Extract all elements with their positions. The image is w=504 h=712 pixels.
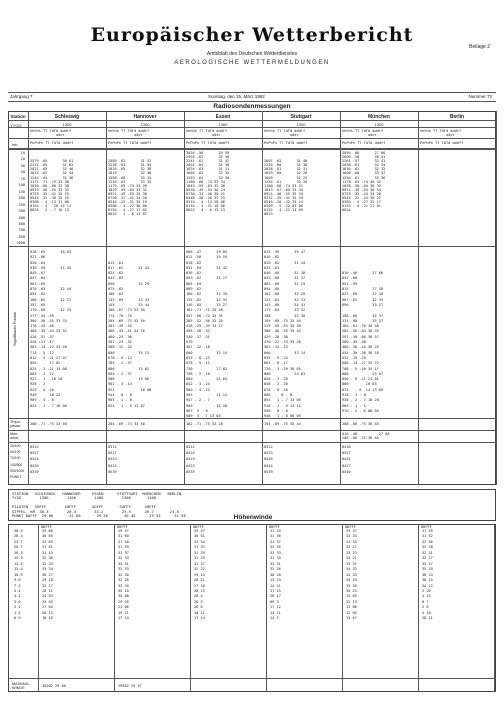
tropopause-reading: 204 -69 -73 33 50 xyxy=(108,422,145,426)
column-heading: hhhhh TT TdTd dddff xyxy=(420,129,462,133)
column-heading-alt: PnPnPn TT TdTd dddff xyxy=(108,141,152,145)
hoehenwinde-station-readings: 29 57 31 60 31 58 31 39 31 37 32 33 33 31 33 33 32 30 32 26 33 20 35 10 35 08 25 05 21 06 19 11 17 14 xyxy=(118,529,129,621)
supplement-label: Beilage 2 xyxy=(469,44,490,50)
pressure-level: 500 xyxy=(18,221,25,226)
maxwind-label: Max-wind xyxy=(10,432,19,441)
hoehenwinde-column-divider xyxy=(114,524,115,692)
column-heading-or: oder xyxy=(446,133,455,137)
column-heading: hhhhh TT TdTd dddff xyxy=(264,129,306,133)
radiosonde-column-divider xyxy=(496,111,497,485)
radiosonde-row-divider xyxy=(8,138,496,139)
hoehenwinde-column-heading: DDFFF xyxy=(421,525,432,529)
hoehenwinde-column-heading: DDFFF xyxy=(269,525,280,529)
column-heading-or: oder xyxy=(134,133,143,137)
column-heading: hhhhh TT TdTd dddff xyxy=(30,129,72,133)
pressure-level: 150 xyxy=(18,189,25,194)
hoehenwinde-column-heading: DDFFF xyxy=(345,525,356,529)
hoehenwinde-column-divider xyxy=(190,524,191,692)
page xyxy=(8,6,496,706)
hoehenwinde-column-divider xyxy=(38,524,39,692)
station-time: 1300 xyxy=(296,122,306,127)
tropopause-reading: 208 -66 -75 36 45 xyxy=(342,422,379,426)
significant-points-label: Signifikante Punkte xyxy=(12,311,17,346)
hoehenwinde-column-divider xyxy=(266,524,267,692)
pressure-level: 30 xyxy=(20,163,25,168)
column-heading-alt: PnPnPn TT TdTd dddff xyxy=(30,141,74,145)
column-heading-alt: PnPnPn TT TdTd dddff xyxy=(342,141,386,145)
radiosonde-title: Radiosondenmessungen xyxy=(213,103,291,110)
standard-level-readings: 2607 -62 31 46 2255 -60 31 38 2038 -61 32 31 1629 -60 32 26 1609 32 25 1254 -61 33 26 1180 -68 -74 33 41 1043 -57 -65 33 34 0924 -46 -55 35 34 0732 -29 -41 34 29 0546 -20 -32 35 24 0309 - 5 -22 03 06 0152 4 -21 13 05 0023 xyxy=(264,159,308,217)
significant-point-readings: 006 -47 29 85 011 -58 29 59 018 -62 031 -64 31 42 036 -62 059 -62 31 27 065 -64 089 -62 100 -62 32 35 135 -62 32 35 146 -65 33 27 182 -71 -75 33 28 207 -68 -72 33 35 285 -52 -56 33 25 418 -29 -39 33 17 458 -26 -32 530 -17 -31 570 587 -12 -18 600 33 14 633 - 8 -23 678 - 5 -12 730 27 02 798 - 2 -10 800 25 04 842 - 3 -24 900 - 4 -23 903 11 12 947 - 2 - 7 960 16 28 987 5 - 6 009 3 - 7 13 04 xyxy=(186,250,228,419)
pressure-level: 250 xyxy=(18,202,25,207)
tropopause-reading: 182 -71 -75 33 28 xyxy=(186,422,223,426)
hour-label: YYGG xyxy=(10,123,22,128)
section-heading: AEROLOGISCHE WETTERMELDUNGEN xyxy=(174,60,330,66)
pressure-unit-label: mb xyxy=(12,142,18,147)
station-time: 1300 xyxy=(62,122,72,127)
hoehenwinde-column-heading: DDFFF xyxy=(193,525,204,529)
station-name: Stuttgart xyxy=(290,114,312,120)
column-heading: hhhhh TT TdTd dddff xyxy=(342,129,384,133)
radiosonde-column-divider xyxy=(184,111,185,485)
radiosonde-column-divider xyxy=(340,111,341,485)
tropopause-reading: 200 -71 -75 33 50 xyxy=(30,422,67,426)
pressure-level: 200 xyxy=(18,196,25,201)
significant-point-readings: 010 -46 27 66 042 -60 051 -59 015 27 58 025 -60 32 45 061 -62 32 33 090 33 27 108 -60 35 37 131 -60 35 37 166 -61 -70 36 40 265 -56 -64 36 35 297 -50 -60 36 57 380 -45 -48 400 -36 -44 36 25 454 -30 -38 36 18 532 -19 -29 600 -14 -27 35 22 708 - 5 -26 35 17 800 23 07 850 - 0 -21 21 01 866 16 03 874 - 0 -14 13 09 918 - 3 - 8 938 - 2 - 7 10 20 966 - 1 - 5 970 - 2 - 6 08 05 xyxy=(342,271,384,413)
pressure-level: 70 xyxy=(20,176,25,181)
standard-level-readings: 3026 -56 29 59 2594 -62 31 50 2241 -61 31 42 2031 -64 31 30 1624 -63 31 31 1603 -62 32 35 1253 -64 32 30 1180 -68 -74 33 34 1043 -59 -63 32 30 0926 -49 -54 30 24 0730 -31 -40 30 21 0548 -20 -28 32 15 0310 - 4 -14 28 06 0154 - 3 -31 18 06 0022 4 - 6 15 13 xyxy=(186,151,230,213)
page-subtitle: Amtsblatt des Deutschen Wetterdienstes xyxy=(206,51,298,57)
radiosonde-row-divider xyxy=(8,246,496,247)
standard-level-readings: 3056 -66 27 66 2609 -58 30 51 2261 -57 32 41 2038 -61 32 34 1630 -62 32 32 1608 -60 33 37 1254 -61 33 36 1178 -65 -74 36 42 1038 -58 -64 36 32 0921 -49 -53 36 54 0729 -32 -44 34 26 0544 -22 -34 36 22 0305 - 5 -27 35 17 0153 - 0 -21 21 01 0024 xyxy=(342,151,386,213)
maximal-wind-value: 29502 29 57 xyxy=(118,684,142,688)
pressure-level: 20 xyxy=(20,157,25,162)
column-heading-alt: PnPnPn TT TdTd dddff xyxy=(264,141,308,145)
hoehenwinde-row-divider xyxy=(8,678,496,679)
station-name: München xyxy=(368,114,390,120)
radiosonde-row-divider xyxy=(8,418,496,419)
pressure-level: 400 xyxy=(18,215,25,220)
issue-number: Nummer 72 xyxy=(468,94,492,99)
radiosonde-column-divider xyxy=(418,111,419,485)
page-title: Europäischer Wetterbericht xyxy=(90,24,414,46)
tropopause-label: Tropo-pause xyxy=(10,420,22,429)
pressure-level: 50 xyxy=(20,170,25,175)
column-heading-or: oder xyxy=(368,133,377,137)
thickness-row-label: 70/100 xyxy=(10,456,21,461)
column-heading-or: oder xyxy=(56,133,65,137)
hoehenwinde-title: Höhenwinde xyxy=(233,514,273,521)
thickness-row-label: 100/500 xyxy=(10,462,23,467)
thickness-readings: 0312 0427 0424 0420 0539 xyxy=(30,445,39,474)
issue-meta-row xyxy=(8,92,496,102)
pressure-level: 850 xyxy=(18,234,25,239)
pressure-level: 10 xyxy=(20,151,25,155)
radiosonde-column-divider xyxy=(106,111,107,485)
radiosonde-table xyxy=(8,111,496,485)
station-time: 1300 xyxy=(374,122,384,127)
hoehenwinde-header: STATION SCHLESWIG HANNOVER ESSEN STUTTGART MUENCHEN BERLIN YYGG 1306 1306 1306 1306 1306 PILOTEN SOFFF SOFFF SOFFF SOFFF SOFFF GIPFEL- KM 30.3 26.4 31.2 25.5 26.7 24.6 PUNKT DOFFF 29 86 31 60 29 56 30 45 29 35 31 56 xyxy=(12,491,186,519)
hoehenwinde-column-heading: DDFFF xyxy=(117,525,128,529)
radiosonde-row-divider xyxy=(8,120,496,121)
hoehenwinde-station-readings: 29 57 30 61 31 54 31 37 31 33 31 29 31 27 32 22 29 14 28 21 27 16 28 13 28 4 28 9 28 6 18 11 17 14 xyxy=(194,529,205,621)
radiosonde-row-divider xyxy=(8,127,496,128)
maximal-wind-value: 30202 29 86 xyxy=(42,684,66,688)
hoehenwinde-column-divider xyxy=(494,524,495,692)
radiosonde-column-divider xyxy=(262,111,263,485)
station-time: 1300 xyxy=(218,122,228,127)
station-name: Hannover xyxy=(133,114,157,120)
pressure-level: 300 xyxy=(18,209,25,214)
significant-point-readings: 015 -59 29 47 016 -62 020 -62 31 44 033 -61 040 -60 31 38 043 -60 31 37 062 -60 32 19 094 -60 102 -60 32 29 123 -62 32 31 143 -60 34 41 173 -64 33 32 198 35 30 194 -69 -75 35 44 219 -59 -63 35 30 300 -46 -55 35 44 429 -28 -38 476 -22 -33 35 26 562 -14 -23 600 33 14 635 - 9 -24 663 - 8 -17 720 - 3 -29 30 05 800 24 03 846 - 2 -20 848 - 2 -20 878 - 0 -16 886 - 8 - 8 893 1 - 7 13 05 918 - 1 - 9 13 12 938 0 - 8 948 1 - 6 08 05 xyxy=(264,250,306,419)
standard-level-readings: 2579 -65 30 61 2231 -65 31 62 2021 -65 32 46 1615 -62 32 44 1244 -64 32 36 1172 -71 -75 33 50 1030 -60 -66 32 38 0919 -50 -55 33 33 0729 -35 -42 35 25 0544 -22 -30 35 19 0308 - 4 -13 31 08 0154 - 4 - 26 15 11 0025 2 - 7 16 13 xyxy=(30,159,74,213)
volume-label: Jahrgang 7 xyxy=(10,94,33,99)
station-name: Essen xyxy=(215,114,231,120)
thickness-readings: 0312 0424 0423 0423 0539 xyxy=(186,445,195,474)
hoehenwinde-station-readings: 31 34 31 36 31 37 32 35 32 33 31 33 33 31 33 26 30 20 13 23 14 21 11 15 26 17 09 3 17 12 14 11 14 3 xyxy=(270,529,281,621)
maxwind-reading: 010 -46 27 66 208 -66 -75 36 45 xyxy=(342,432,390,441)
pressure-level: 700 xyxy=(18,228,25,233)
column-heading: hhhhh TT TdTd dddff xyxy=(186,129,228,133)
station-name: Schleswig xyxy=(54,114,80,120)
column-heading-or: oder xyxy=(212,133,221,137)
significant-point-readings: 018 -63 30 63 021 -66 026 -64 039 -59 31 42 045 -67 057 -64 061 -65 070 -63 32 44 094 -62 100 -62 32 37 157 -65 170 -68 32 33 277 -54 -59 300 -50 -55 33 33 378 -44 -46 400 -35 -44 33 32 428 -31 -37 428 +11 -17 582 -14 -22 33 20 713 - 5 -12 812 - 4 -21 27 07 850 17 02 825 - 3 -21 15 08 883 - 2 -12 922 - 1 18 20 926 - 2 929 - 4 -20 949 18 22 969 - 3 - 8 025 - 1 - 7 16 06 xyxy=(30,250,72,408)
thickness-readings: 0430 0427 0432 0427 0540 xyxy=(342,445,351,474)
column-heading-or: oder xyxy=(290,133,299,137)
station-name: Berlin xyxy=(449,114,465,120)
hoehenwinde-column-heading: DDFFF xyxy=(41,525,52,529)
thickness-readings: 0312 0427 0423 0424 0539 xyxy=(108,445,117,474)
maximal-winds-label: MAXIMAL- WINDE xyxy=(12,682,31,691)
station-time: 1300 xyxy=(140,122,150,127)
significant-point-readings: 015 -61 017 -62 31 42 024 -62 043 -65 058 32 29 075 -62 106 -62 133 -69 33 33 145 33 44 166 -67 -73 33 35 174 -70 -75 204 -69 -73 33 50 303 -49 -55 400 -33 -41 34 26 460 -25 -36 491 -23 -32 588 -12 -25 600 35 15 678 - 5 -12 785 - 2 -37 800 15 02 854 - 2 -37 900 19 06 902 - 3 -14 921 18 08 944 0 - 8 965 - 1 - 8 025 1 - 5 12 07 xyxy=(108,260,152,408)
hoehenwinde-column-divider xyxy=(418,524,419,692)
radiosonde-row-divider xyxy=(8,430,496,431)
altitude-km-column: 30.9 26.4 23.7 20.7 18.3 15.9 13.5 12.4 10.5 9.0 7.2 5.4 4.2 3.0 2.1 1.5 0.9 xyxy=(14,529,23,621)
tropopause-reading: 194 -69 -75 35 44 xyxy=(264,422,301,426)
thickness-row-label: PUNKT xyxy=(10,475,22,479)
column-heading: hhhhh TT TdTd dddff xyxy=(108,129,150,133)
column-heading-alt: PnPnPn TT TdTd dddff xyxy=(186,141,230,145)
pressure-level: 100 xyxy=(18,183,25,188)
thickness-row-label: 500/1000 xyxy=(10,468,25,473)
hoehenwinde-station-readings: 29 86 30 65 31 63 31 61 31 43 32 30 32 33 33 34 30 27 29 18 32 17 28 11 24 03 25 05 27 04 20 12 18 16 xyxy=(42,529,53,621)
pressure-level: 1000 xyxy=(16,241,25,246)
thickness-row-label: 30/100 xyxy=(10,444,21,448)
hoehenwinde-station-readings: 31 55 31 52 32 46 32 38 32 31 32 27 33 27 35 29 36 23 36 15 34 12 2 20 4 23 8 7 2 6 4 10 28 11 xyxy=(422,529,433,621)
hoehenwinde-column-divider xyxy=(342,524,343,692)
issue-date: Sonntag, den 15. März 1982 xyxy=(208,94,265,99)
radiosonde-header-rule xyxy=(8,148,496,150)
thickness-readings: 0312 0423 0426 0414 0539 xyxy=(264,445,273,474)
column-heading-alt: PnPnPn TT TdTd dddff xyxy=(420,141,464,145)
station-label: Station xyxy=(10,114,26,119)
radiosonde-row-divider xyxy=(8,442,496,443)
standard-level-readings: 2589 -62 31 52 2238 -63 31 55 2026 -65 32 36 1619 32 36 1598 -60 33 34 1249 -63 33 35 1179 -69 -74 33 49 1029 -59 -64 33 32 0921 -49 -55 34 38 0726 -31 -41 34 26 0544 -22 -31 35 19 0306 - 4 -27 36 06 0154 - 4 -27 17 02 0025 1 - 6 13 07 xyxy=(108,159,152,217)
thickness-row-label: 50/100 xyxy=(10,450,21,455)
hoehenwinde-station-readings: 29 37 31 34 31 35 32 27 33 23 34 21 33 37 34 32 34 33 34 33 35 26 35 24 15 05 32 13 13 06 12 05 13 07 xyxy=(346,529,357,621)
radiosonde-column-divider xyxy=(28,111,29,485)
